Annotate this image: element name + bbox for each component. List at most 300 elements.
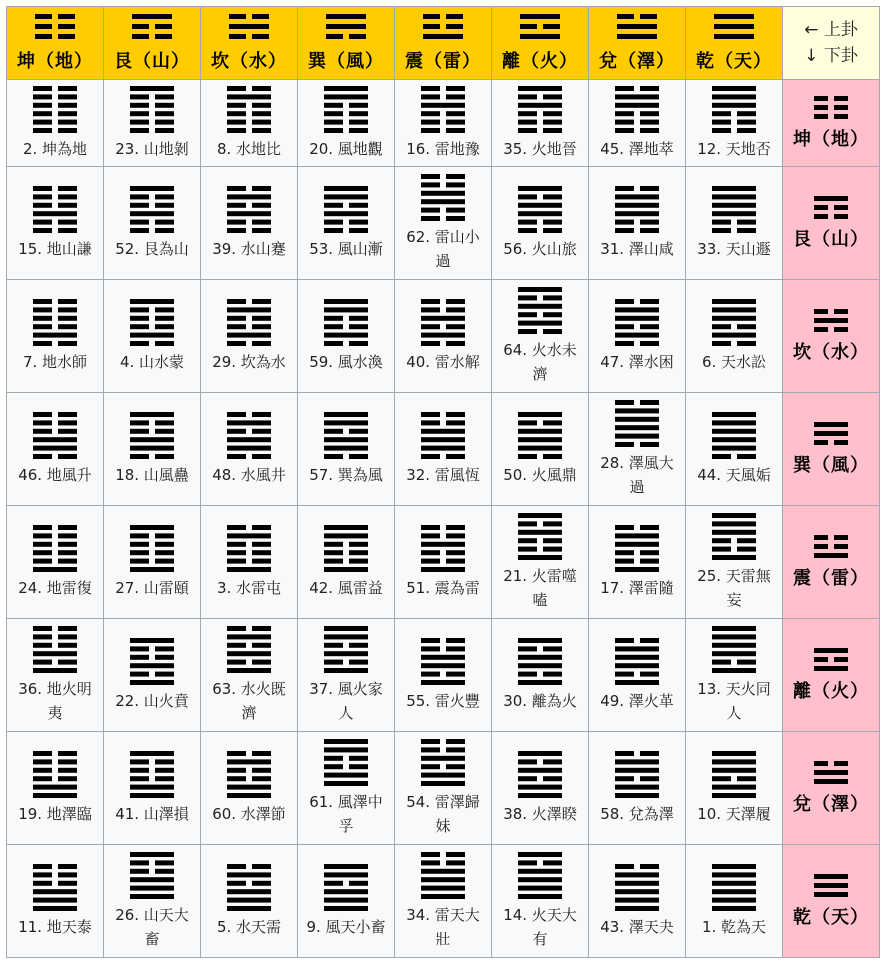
solid-line <box>712 420 756 425</box>
hexagram-label: 27. 山雷頤 <box>115 578 189 597</box>
hexagram-label: 6. 天水訟 <box>701 352 767 371</box>
broken-line-segment <box>130 111 149 116</box>
broken-line-segment <box>518 228 537 233</box>
broken-line-segment <box>33 219 52 224</box>
solid-line <box>421 190 465 195</box>
solid-line <box>130 852 174 857</box>
solid-line <box>712 102 756 107</box>
broken-line-segment <box>58 642 77 647</box>
upper-trigram-header <box>104 7 201 80</box>
solid-line <box>130 894 174 899</box>
hexagram-row <box>7 619 880 732</box>
broken-line-segment <box>615 299 634 304</box>
broken-line-segment <box>227 315 246 320</box>
broken-line-segment <box>130 654 149 659</box>
hexagram-icon <box>712 86 756 133</box>
trigram-icon <box>814 309 848 332</box>
solid-line <box>227 651 271 656</box>
broken-line-segment <box>130 219 149 224</box>
broken-line-segment <box>227 341 246 346</box>
solid-line <box>227 897 271 902</box>
broken-line-segment <box>252 525 271 530</box>
hexagram-icon <box>130 852 174 899</box>
broken-line-segment <box>615 550 634 555</box>
broken-line-segment <box>543 329 562 334</box>
upper-trigram-name: 坤（地） <box>17 50 93 72</box>
broken-line-segment <box>421 739 440 744</box>
broken-line-segment <box>421 638 440 643</box>
broken-line-segment <box>130 541 149 546</box>
hexagram-label: 57. 巽為風 <box>309 465 383 484</box>
solid-line <box>615 425 659 430</box>
upper-trigram-header <box>589 7 686 80</box>
broken-line-segment <box>543 776 562 781</box>
hexagram-label: 41. 山澤損 <box>115 804 189 823</box>
broken-line-segment <box>33 186 52 191</box>
solid-line <box>33 651 77 656</box>
solid-line <box>814 422 848 427</box>
broken-line-segment <box>834 214 848 219</box>
broken-line-segment <box>446 852 465 857</box>
broken-line-segment <box>155 558 174 563</box>
broken-line-segment <box>349 34 366 39</box>
broken-line-segment <box>446 216 465 221</box>
lower-trigram-header <box>783 393 880 506</box>
solid-line <box>518 784 562 789</box>
hexagram-cell <box>492 845 589 958</box>
broken-line-segment <box>349 642 368 647</box>
broken-line-segment <box>421 646 440 651</box>
solid-line <box>615 541 659 546</box>
solid-line <box>712 634 756 639</box>
broken-line-segment <box>155 533 174 538</box>
hexagram-cell <box>201 80 298 167</box>
broken-line-segment <box>640 128 659 133</box>
hexagram-label: 8. 水地比 <box>216 139 282 158</box>
broken-line-segment <box>446 454 465 459</box>
broken-line-segment <box>155 646 174 651</box>
broken-line-segment <box>227 642 246 647</box>
solid-line <box>130 445 174 450</box>
solid-line <box>615 202 659 207</box>
hexagram-label: 2. 坤為地 <box>22 139 88 158</box>
solid-line <box>712 555 756 560</box>
hexagram-cell <box>201 506 298 619</box>
solid-line <box>132 14 172 19</box>
broken-line-segment <box>520 24 537 29</box>
broken-line-segment <box>324 202 343 207</box>
broken-line-segment <box>252 324 271 329</box>
solid-line <box>227 445 271 450</box>
solid-line <box>130 877 174 882</box>
broken-line-segment <box>615 219 634 224</box>
broken-line-segment <box>229 14 246 19</box>
solid-line <box>712 412 756 417</box>
solid-line <box>130 751 174 756</box>
broken-line-segment <box>155 324 174 329</box>
hexagram-label: 62. 雷山小過 <box>406 227 480 270</box>
broken-line-segment <box>349 111 368 116</box>
broken-line-segment <box>227 412 246 417</box>
broken-line-segment <box>543 194 562 199</box>
broken-line-segment <box>227 119 246 124</box>
broken-line-segment <box>155 307 174 312</box>
broken-line-segment <box>252 14 269 19</box>
broken-line-segment <box>252 454 271 459</box>
hexagram-cell <box>201 619 298 732</box>
hexagram-label: 33. 天山遯 <box>697 239 771 258</box>
hexagram-icon <box>227 626 271 673</box>
solid-line <box>712 211 756 216</box>
hexagram-label: 59. 風水渙 <box>309 352 383 371</box>
broken-line-segment <box>155 428 174 433</box>
hexagram-cell <box>7 506 104 619</box>
broken-line-segment <box>324 102 343 107</box>
solid-line <box>33 784 77 789</box>
hexagram-cell <box>492 619 589 732</box>
broken-line-segment <box>227 454 246 459</box>
solid-line <box>712 521 756 526</box>
broken-line-segment <box>518 219 537 224</box>
broken-line-segment <box>227 219 246 224</box>
solid-line <box>421 663 465 668</box>
broken-line-segment <box>252 428 271 433</box>
upper-trigram-header <box>201 7 298 80</box>
solid-line <box>518 680 562 685</box>
hexagram-label: 56. 火山旅 <box>503 239 577 258</box>
solid-line <box>421 781 465 786</box>
broken-line-segment <box>543 128 562 133</box>
broken-line-segment <box>421 550 440 555</box>
broken-line-segment <box>227 128 246 133</box>
hexagram-label: 49. 澤火革 <box>600 691 674 710</box>
solid-line <box>324 864 368 869</box>
broken-line-segment <box>33 872 52 877</box>
hexagram-cell <box>395 167 492 280</box>
solid-line <box>324 747 368 752</box>
solid-line <box>421 332 465 337</box>
solid-line <box>324 739 368 744</box>
solid-line <box>518 186 562 191</box>
hexagram-icon <box>130 412 174 459</box>
hexagram-icon <box>33 412 77 459</box>
broken-line-segment <box>58 776 77 781</box>
solid-line <box>712 529 756 534</box>
broken-line-segment <box>252 341 271 346</box>
hexagram-cell <box>201 393 298 506</box>
solid-line <box>130 525 174 530</box>
hexagram-label: 60. 水澤節 <box>212 804 286 823</box>
hexagram-label: 25. 天雷無妄 <box>697 566 771 609</box>
hexagram-cell <box>7 619 104 732</box>
broken-line-segment <box>155 420 174 425</box>
broken-line-segment <box>834 309 848 314</box>
upper-trigram-header <box>492 7 589 80</box>
broken-line-segment <box>712 324 731 329</box>
hexagram-icon <box>615 751 659 798</box>
upper-trigram-header <box>7 7 104 80</box>
broken-line-segment <box>227 324 246 329</box>
broken-line-segment <box>130 194 149 199</box>
broken-line-segment <box>712 119 731 124</box>
solid-line <box>227 211 271 216</box>
broken-line-segment <box>58 86 77 91</box>
solid-line <box>712 332 756 337</box>
upper-trigram-name: 坎（水） <box>211 50 287 72</box>
broken-line-segment <box>712 546 731 551</box>
solid-line <box>518 885 562 890</box>
solid-line <box>421 755 465 760</box>
hexagram-icon <box>33 299 77 346</box>
broken-line-segment <box>349 102 368 107</box>
broken-line-segment <box>615 400 634 405</box>
solid-line <box>814 874 848 879</box>
broken-line-segment <box>814 105 828 110</box>
solid-line <box>33 332 77 337</box>
broken-line-segment <box>324 659 343 664</box>
broken-line-segment <box>58 428 77 433</box>
solid-line <box>615 646 659 651</box>
broken-line-segment <box>814 544 828 549</box>
broken-line-segment <box>252 102 271 107</box>
broken-line-segment <box>58 14 75 19</box>
broken-line-segment <box>155 128 174 133</box>
broken-line-segment <box>58 751 77 756</box>
broken-line-segment <box>227 864 246 869</box>
hexagram-icon <box>712 864 756 911</box>
broken-line-segment <box>155 759 174 764</box>
hexagram-table <box>6 6 880 958</box>
broken-line-segment <box>58 541 77 546</box>
hexagram-cell <box>298 619 395 732</box>
solid-line <box>615 533 659 538</box>
hexagram-icon <box>33 186 77 233</box>
broken-line-segment <box>446 307 465 312</box>
broken-line-segment <box>834 440 848 445</box>
broken-line-segment <box>640 671 659 676</box>
hexagram-cell <box>7 732 104 845</box>
broken-line-segment <box>252 776 271 781</box>
hexagram-icon <box>33 751 77 798</box>
broken-line-segment <box>615 671 634 676</box>
hexagram-icon <box>518 186 562 233</box>
broken-line-segment <box>737 324 756 329</box>
solid-line <box>33 793 77 798</box>
broken-line-segment <box>615 751 634 756</box>
trigram-icon <box>35 14 75 39</box>
solid-line <box>615 332 659 337</box>
broken-line-segment <box>518 671 537 676</box>
upper-trigram-header <box>686 7 783 80</box>
solid-line <box>324 651 368 656</box>
solid-line <box>615 872 659 877</box>
solid-line <box>227 634 271 639</box>
solid-line <box>518 529 562 534</box>
broken-line-segment <box>130 428 149 433</box>
broken-line-segment <box>543 420 562 425</box>
hexagram-label: 37. 風火家人 <box>309 679 383 722</box>
upper-trigram-legend: ← 上卦 <box>804 20 858 40</box>
hexagram-label: 9. 風天小畜 <box>306 917 386 936</box>
broken-line-segment <box>252 186 271 191</box>
hexagram-cell <box>7 280 104 393</box>
broken-line-segment <box>446 324 465 329</box>
broken-line-segment <box>58 194 77 199</box>
broken-line-segment <box>252 219 271 224</box>
hexagram-cell <box>201 732 298 845</box>
solid-line <box>615 102 659 107</box>
solid-line <box>712 872 756 877</box>
solid-line <box>712 445 756 450</box>
broken-line-segment <box>33 119 52 124</box>
hexagram-cell <box>298 280 395 393</box>
broken-line-segment <box>543 219 562 224</box>
broken-line-segment <box>518 546 537 551</box>
solid-line <box>130 567 174 572</box>
hexagram-icon <box>227 864 271 911</box>
broken-line-segment <box>615 186 634 191</box>
hexagram-cell <box>589 280 686 393</box>
solid-line <box>130 299 174 304</box>
broken-line-segment <box>543 295 562 300</box>
solid-line <box>712 864 756 869</box>
broken-line-segment <box>543 521 562 526</box>
hexagram-cell <box>298 732 395 845</box>
solid-line <box>518 852 562 857</box>
broken-line-segment <box>155 315 174 320</box>
hexagram-row <box>7 732 880 845</box>
broken-line-segment <box>58 119 77 124</box>
hexagram-cell <box>104 506 201 619</box>
hexagram-label: 14. 火天大有 <box>503 905 577 948</box>
broken-line-segment <box>58 420 77 425</box>
broken-line-segment <box>421 299 440 304</box>
hexagram-icon <box>324 86 368 133</box>
solid-line <box>227 872 271 877</box>
hexagram-label: 34. 雷天大壯 <box>406 905 480 948</box>
broken-line-segment <box>155 194 174 199</box>
broken-line-segment <box>421 174 440 179</box>
broken-line-segment <box>518 860 537 865</box>
broken-line-segment <box>640 324 659 329</box>
solid-line <box>615 315 659 320</box>
solid-line <box>130 86 174 91</box>
broken-line-segment <box>518 295 537 300</box>
hexagram-cell <box>298 506 395 619</box>
trigram-icon <box>229 14 269 39</box>
hexagram-cell <box>7 393 104 506</box>
broken-line-segment <box>421 111 440 116</box>
solid-line <box>712 86 756 91</box>
broken-line-segment <box>640 186 659 191</box>
upper-trigram-header <box>395 7 492 80</box>
solid-line <box>518 868 562 873</box>
broken-line-segment <box>640 111 659 116</box>
trigram-icon <box>520 14 560 39</box>
hexagram-label: 31. 澤山咸 <box>600 239 674 258</box>
broken-line-segment <box>33 659 52 664</box>
hexagram-icon <box>421 86 465 133</box>
hexagram-label: 29. 坎為水 <box>212 352 286 371</box>
trigram-icon <box>814 761 848 784</box>
broken-line-segment <box>421 747 440 752</box>
broken-line-segment <box>349 202 368 207</box>
broken-line-segment <box>252 412 271 417</box>
broken-line-segment <box>615 558 634 563</box>
broken-line-segment <box>130 128 149 133</box>
trigram-icon <box>814 96 848 119</box>
trigram-icon <box>132 14 172 39</box>
hexagram-row <box>7 80 880 167</box>
broken-line-segment <box>834 114 848 119</box>
broken-line-segment <box>58 186 77 191</box>
broken-line-segment <box>130 558 149 563</box>
solid-line <box>712 651 756 656</box>
broken-line-segment <box>423 24 440 29</box>
solid-line <box>227 567 271 572</box>
hexagram-cell <box>104 732 201 845</box>
solid-line <box>130 680 174 685</box>
broken-line-segment <box>155 111 174 116</box>
broken-line-segment <box>518 454 537 459</box>
solid-line <box>324 668 368 673</box>
broken-line-segment <box>814 114 828 119</box>
broken-line-segment <box>130 776 149 781</box>
broken-line-segment <box>737 659 756 664</box>
broken-line-segment <box>814 535 828 540</box>
broken-line-segment <box>737 538 756 543</box>
broken-line-segment <box>615 119 634 124</box>
broken-line-segment <box>518 94 537 99</box>
broken-line-segment <box>543 546 562 551</box>
broken-line-segment <box>324 541 343 546</box>
solid-line <box>421 199 465 204</box>
broken-line-segment <box>132 24 149 29</box>
broken-line-segment <box>349 428 368 433</box>
broken-line-segment <box>155 341 174 346</box>
broken-line-segment <box>155 550 174 555</box>
broken-line-segment <box>712 776 731 781</box>
trigram-icon <box>814 196 848 219</box>
solid-line <box>518 320 562 325</box>
solid-line <box>615 906 659 911</box>
solid-line <box>421 315 465 320</box>
solid-line <box>518 202 562 207</box>
broken-line-segment <box>227 299 246 304</box>
broken-line-segment <box>446 525 465 530</box>
lower-trigram-name: 坎（水） <box>793 341 869 363</box>
solid-line <box>518 428 562 433</box>
broken-line-segment <box>615 86 634 91</box>
solid-line <box>130 885 174 890</box>
solid-line <box>130 332 174 337</box>
broken-line-segment <box>130 324 149 329</box>
solid-line <box>324 897 368 902</box>
hexagram-cell <box>686 167 783 280</box>
hexagram-label: 63. 水火既濟 <box>212 679 286 722</box>
broken-line-segment <box>58 94 77 99</box>
broken-line-segment <box>518 194 537 199</box>
solid-line <box>518 86 562 91</box>
broken-line-segment <box>33 751 52 756</box>
broken-line-segment <box>130 341 149 346</box>
solid-line <box>421 541 465 546</box>
broken-line-segment <box>640 299 659 304</box>
broken-line-segment <box>640 228 659 233</box>
lower-trigram-name: 艮（山） <box>793 228 869 250</box>
solid-line <box>712 793 756 798</box>
broken-line-segment <box>155 228 174 233</box>
